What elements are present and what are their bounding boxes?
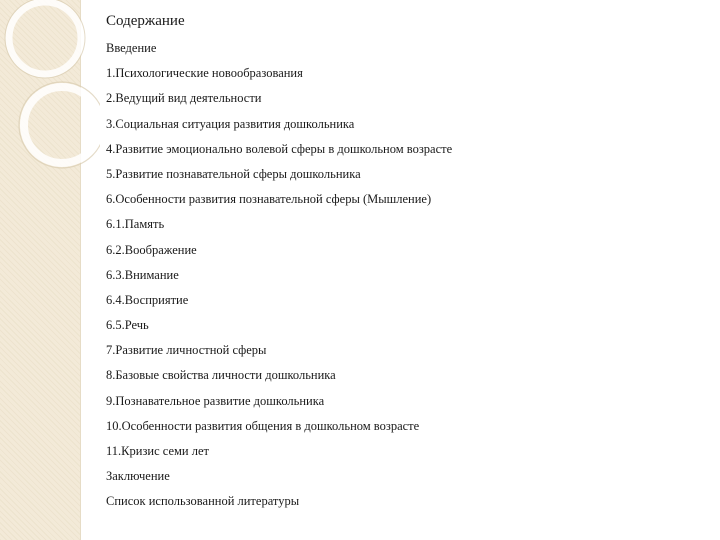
toc-item: 11.Кризис семи лет [106,444,209,458]
toc-item: 8.Базовые свойства личности дошкольника [106,368,336,383]
toc-item: 6.5.Речь [106,318,149,333]
toc-item: 6.Особенности развития познавательной сферы (Мышление) [106,192,432,207]
toc-item: 9.Познавательное развитие дошкольника [106,393,325,408]
toc-list [106,36,706,515]
toc-item: 6.3.Внимание [106,267,179,282]
decorative-rings [0,0,100,200]
toc-item: 7.Развитие личностной сферы [106,343,267,358]
decorative-ring-bottom [24,87,100,163]
page-title: Содержание [106,13,185,29]
toc-item: 5.Развитие познавательной сферы дошкольника [106,166,361,181]
toc-item: 1.Психологические новообразования [106,66,303,81]
toc-item: 6.4.Восприятие [106,292,189,307]
toc-item: Заключение [106,469,170,484]
toc-item: 3.Социальная ситуация развития дошкольника [106,116,355,131]
toc-item: 6.1.Память [106,217,165,232]
toc-item: Список использованной литературы [106,494,300,509]
toc-item: 2.Ведущий вид деятельности [106,91,262,106]
toc-item: 6.2.Воображение [106,242,197,257]
toc-item: 10.Особенности развития общения в дошкольном возрасте [106,418,420,433]
toc-item: 4.Развитие эмоционально волевой сферы в дошкольном возрасте [106,141,453,156]
toc-item: Введение [106,41,157,55]
table-of-contents [106,10,706,515]
decorative-ring-top [9,2,81,74]
